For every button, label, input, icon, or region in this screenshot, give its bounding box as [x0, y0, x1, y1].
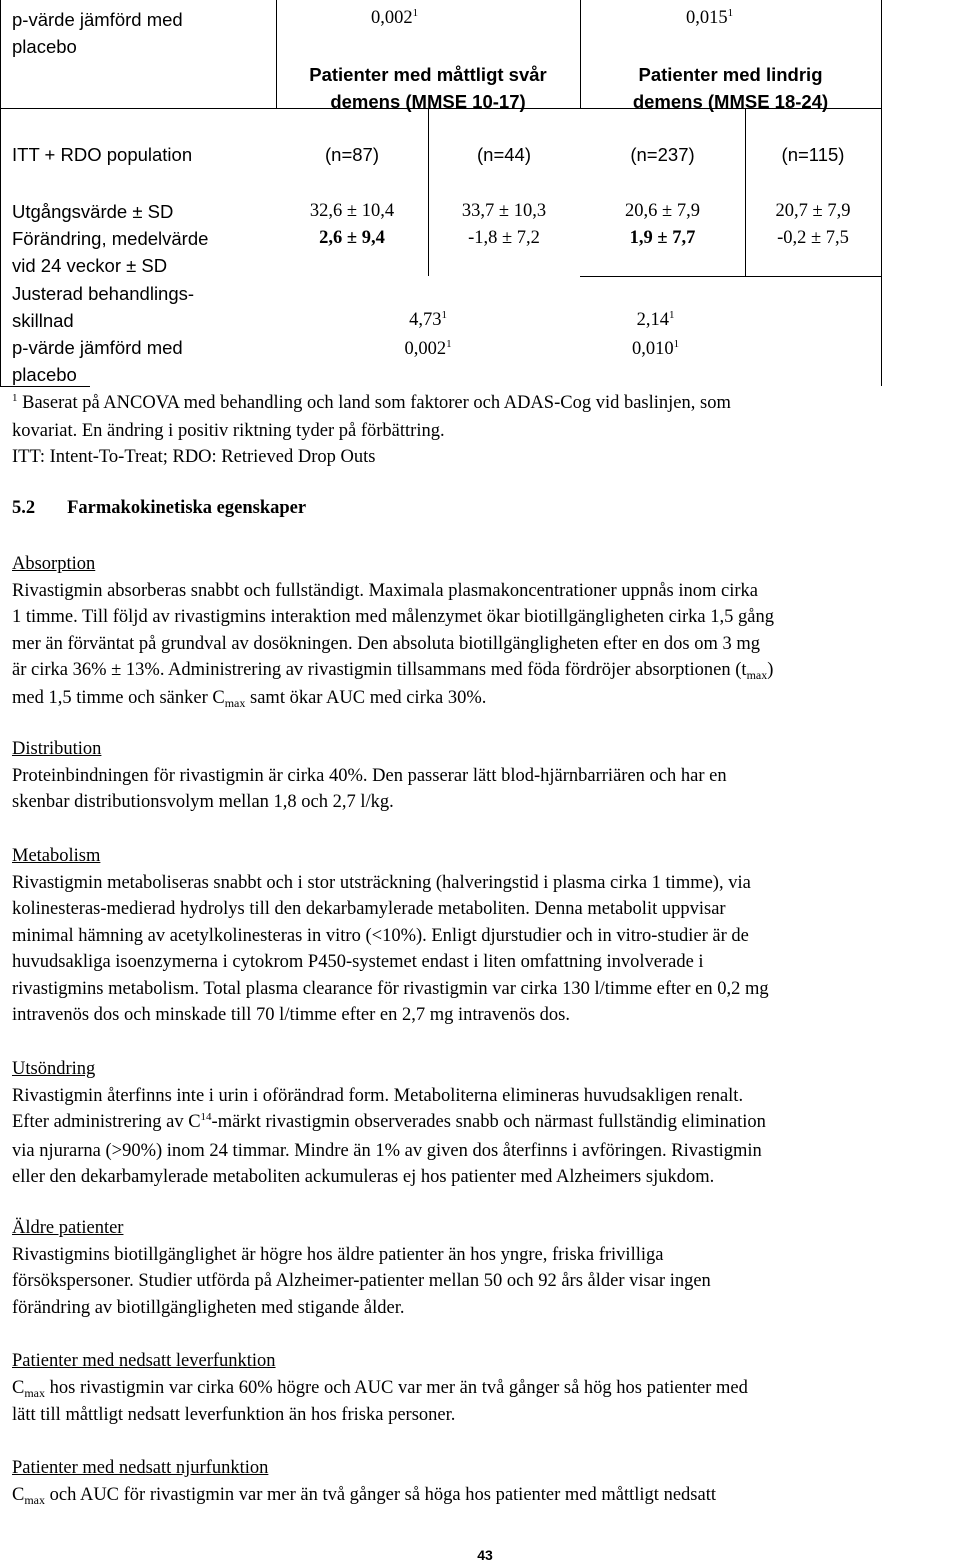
subscript: max — [224, 695, 246, 710]
paragraph-line: rivastigmins metabolism. Total plasma clearance för rivastigmin var cirka 130 l/timme efter en 0,2 mg — [12, 978, 769, 999]
table-footnotes — [12, 390, 942, 470]
table-border-left — [0, 0, 1, 386]
footnote-ref: 1 — [441, 309, 447, 321]
label-line: Utgångsvärde ± SD — [12, 201, 174, 222]
paragraph-line — [12, 1375, 942, 1403]
paragraph-line: försökspersoner. Studier utförda på Alzheimer-patienter mellan 50 och 92 års ålder visar ingen — [12, 1271, 711, 1291]
subheading-excretion: Utsöndring — [12, 1059, 96, 1079]
treatment-difference: 4,73 — [409, 310, 442, 330]
paragraph-line: Proteinbindningen för rivastigmin är cirka 40%. Den passerar lätt blod-hjärnbarriären och har en — [12, 765, 727, 786]
paragraph-line — [12, 657, 942, 685]
subheading-renal: Patienter med nedsatt njurfunktion — [12, 1458, 269, 1478]
text: C — [12, 1484, 25, 1505]
table-rule-3 — [745, 276, 881, 277]
text: samt ökar AUC med cirka 30%. — [245, 687, 487, 708]
subheading-hepatic: Patienter med nedsatt leverfunktion — [12, 1351, 276, 1371]
text: -märkt rivastigmin observerades snabb och närmast fullständig elimination — [211, 1112, 766, 1132]
baseline-cell-3 — [580, 198, 745, 252]
row-top-label — [12, 6, 183, 60]
itt-n-4: (n=115) — [781, 144, 845, 165]
itt-n-2: (n=44) — [477, 144, 531, 165]
paragraph-line — [12, 1109, 942, 1138]
excretion-section — [12, 1056, 942, 1191]
absorption-section — [12, 551, 942, 712]
p-value: 0,010 — [631, 339, 674, 359]
table-border-right — [881, 0, 882, 386]
section-heading — [12, 498, 306, 519]
footnote-text: kovariat. En ändring i positiv riktning tyder på förbättring. — [12, 421, 445, 441]
paragraph-line: förändring av biotillgängligheten med stigande ålder. — [12, 1297, 405, 1318]
baseline-value: 33,7 ± 10,3 — [461, 201, 547, 221]
text: och AUC för rivastigmin var mer än två gånger så höga hos patienter med måttligt nedsatt — [45, 1484, 716, 1505]
value: 0,002 — [371, 8, 413, 28]
baseline-cell-2 — [428, 198, 580, 252]
paragraph-line: huvudsakliga isoenzymerna i cytokrom P450-systemet endast i liten omfattning involverade i — [12, 952, 704, 972]
group-header-mild — [580, 61, 881, 115]
paragraph-line: Rivastigmins biotillgänglighet är högre hos äldre patienter än hos yngre, friska frivilliga — [12, 1244, 664, 1265]
subheading-metabolism: Metabolism — [12, 846, 101, 866]
row-top-value-2 — [686, 8, 733, 29]
itt-row-label: ITT + RDO population — [12, 144, 193, 165]
paragraph-line: intravenös dos och minskade till 70 l/timme efter en 2,7 mg intravenös dos. — [12, 1005, 570, 1025]
section-title: Farmakokinetiska egenskaper — [67, 498, 307, 518]
p-value: 0,002 — [404, 339, 447, 359]
paragraph-line: lätt till måttligt nedsatt leverfunktion än hos friska personer. — [12, 1405, 456, 1425]
hepatic-section — [12, 1348, 942, 1429]
footnote-text: Baserat på ANCOVA med behandling och land som faktorer och ADAS-Cog vid baslinjen, som — [22, 393, 731, 413]
footnote-abbreviations: ITT: Intent-To-Treat; RDO: Retrieved Drop Outs — [12, 447, 376, 467]
subheading-absorption: Absorption — [12, 554, 96, 574]
change-value: 1,9 ± 7,7 — [629, 228, 696, 248]
paragraph-line: mer än förväntat på grundval av dosökningen. Den absoluta biotillgängligheten efter en dos om 3 mg — [12, 633, 761, 654]
text: hos rivastigmin var cirka 60% högre och AUC var mer än två gånger så hög hos patienter med — [45, 1377, 748, 1398]
footnote-ref: 1 — [668, 309, 675, 321]
paragraph-line: minimal hämning av acetylkolinesteras in vitro (<10%). Enligt djurstudier och in vitro-studier är de — [12, 925, 749, 946]
adjusted-cell-moderate — [276, 307, 580, 365]
row-top-label-line: placebo — [12, 36, 77, 57]
paragraph-line: via njurarna (>90%) inom 24 timmar. Mindre än 1% av given dos återfinns i avföringen. Rivastigmin — [12, 1140, 762, 1161]
paragraph-line: kolinesteras-medierad hydrolys till den dekarbamylerade metaboliten. Denna metabolit uppvisar — [12, 899, 726, 919]
paragraph-line: Rivastigmin återfinns inte i urin i oförändrad form. Metaboliterna elimineras huvudsakligen renalt. — [12, 1085, 744, 1106]
label-line: Förändring, medelvärde — [12, 228, 209, 249]
superscript: 14 — [200, 1111, 212, 1123]
renal-section — [12, 1455, 942, 1509]
text: Efter administrering av C — [12, 1112, 201, 1132]
adjusted-cell-mild — [580, 307, 881, 365]
paragraph-line: eller den dekarbamylerade metaboliten ackumuleras ej hos patienter med Alzheimers sjukdom. — [12, 1167, 715, 1187]
group-header-line: Patienter med måttligt svår — [309, 64, 547, 85]
subheading-elderly: Äldre patienter — [12, 1218, 124, 1238]
group-header-line: Patienter med lindrig — [638, 64, 823, 85]
value: 0,015 — [686, 8, 728, 28]
text: är cirka 36% ± 13%. Administrering av rivastigmin tillsammans med föda fördröjer absorptionen (t — [12, 660, 747, 680]
text: C — [12, 1377, 25, 1398]
adjusted-row-label — [12, 280, 194, 388]
group-header-line: demens (MMSE 10-17) — [330, 91, 526, 112]
change-value: -0,2 ± 7,5 — [777, 228, 849, 248]
label-line: Justerad behandlings- — [12, 283, 195, 304]
paragraph-line — [12, 1482, 942, 1510]
elderly-section — [12, 1215, 942, 1321]
paragraph-line: skenbar distributionsvolym mellan 1,8 och 2,7 l/kg. — [12, 792, 394, 812]
group-header-line: demens (MMSE 18-24) — [632, 91, 829, 112]
itt-n-1: (n=87) — [325, 144, 379, 165]
footnote-ref: 1 — [727, 7, 734, 19]
subscript: max — [24, 1385, 46, 1400]
subheading-distribution: Distribution — [12, 739, 102, 759]
paragraph-line: Rivastigmin absorberas snabbt och fullständigt. Maximala plasmakoncentrationer uppnås inom cirka — [12, 580, 758, 601]
baseline-row-label — [12, 198, 208, 279]
paragraph-line: Rivastigmin metaboliseras snabbt och i stor utsträckning (halveringstid i plasma cirka 1 timme), via — [12, 872, 751, 893]
row-top-value-1 — [371, 8, 418, 29]
subscript: max — [24, 1492, 46, 1507]
distribution-section — [12, 736, 942, 816]
paragraph-line: 1 timme. Till följd av rivastigmins interaktion med målenzymet ökar biotillgängligheten cirka 1,5 gång — [12, 607, 774, 627]
treatment-difference: 2,14 — [636, 310, 669, 330]
itt-n-3: (n=237) — [630, 144, 695, 165]
label-line: p-värde jämförd med — [12, 337, 183, 358]
row-top-label-line: p-värde jämförd med — [12, 9, 183, 30]
label-line: placebo — [12, 364, 77, 385]
subscript: max — [746, 668, 768, 682]
baseline-cell-1 — [276, 198, 428, 252]
page-number: 43 — [477, 1547, 493, 1563]
baseline-value: 20,7 ± 7,9 — [775, 201, 851, 221]
label-line: vid 24 veckor ± SD — [12, 255, 168, 276]
baseline-cell-4 — [745, 198, 881, 252]
group-header-moderate — [276, 61, 580, 115]
text: ) — [767, 660, 774, 680]
section-number: 5.2 — [12, 498, 36, 518]
footnote-ref: 1 — [446, 338, 452, 350]
baseline-value: 32,6 ± 10,4 — [309, 201, 395, 221]
footnote-ref: 1 — [673, 338, 680, 350]
text: med 1,5 timme och sänker C — [12, 687, 225, 708]
change-value: 2,6 ± 9,4 — [319, 228, 385, 248]
paragraph-line — [12, 685, 942, 713]
footnote-ref: 1 — [412, 7, 419, 19]
change-value: -1,8 ± 7,2 — [468, 228, 540, 248]
footnote-marker: 1 — [12, 392, 18, 404]
table-rule-2 — [580, 276, 745, 277]
metabolism-section — [12, 843, 942, 1029]
baseline-value: 20,6 ± 7,9 — [625, 201, 700, 221]
label-line: skillnad — [12, 310, 74, 331]
